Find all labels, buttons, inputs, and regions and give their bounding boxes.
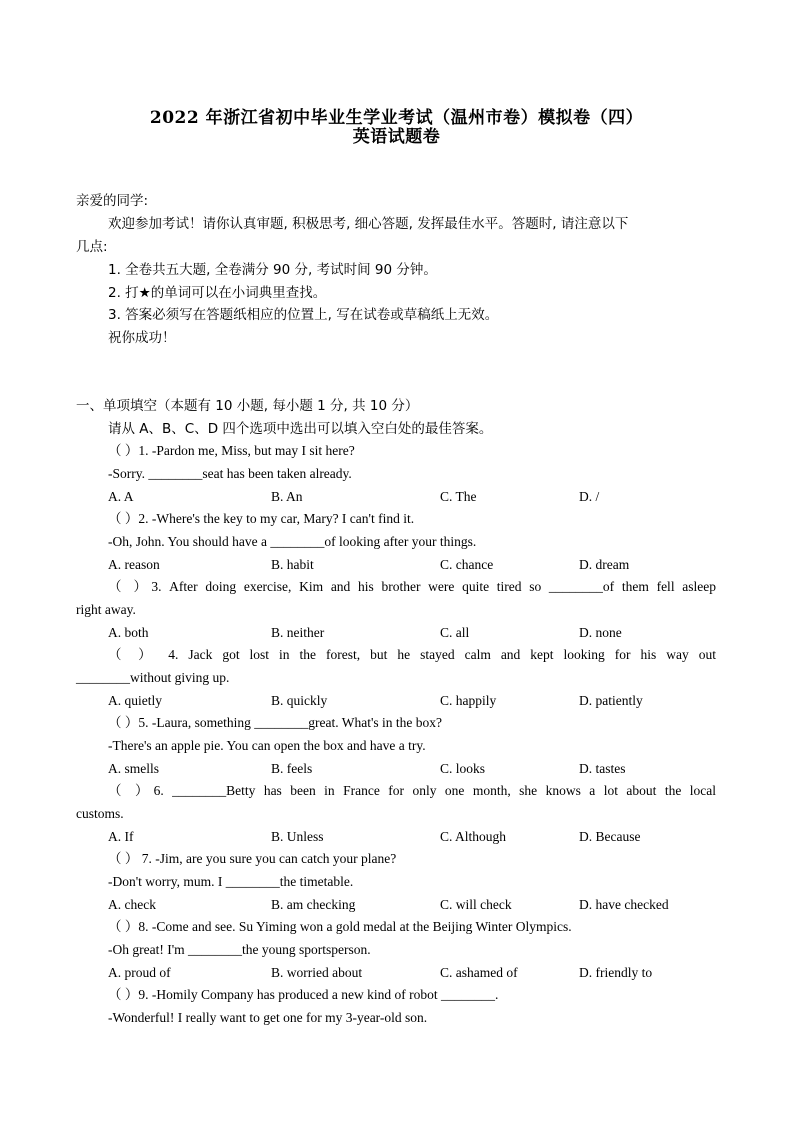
q8-option-a: A. proud of xyxy=(108,965,171,980)
question-1-line-2: -Sorry. ________seat has been taken already. xyxy=(108,466,352,481)
question-3: （ ）3. After doing exercise, Kim and his brother were quite tired so ________of them fell asleep xyxy=(108,579,716,594)
q2-option-d: D. dream xyxy=(579,557,630,572)
question-7: （ ） 7. -Jim, are you sure you can catch your plane? xyxy=(108,851,397,866)
question-6: （ ）6. ________Betty has been in France for only one month, she knows a lot about the local xyxy=(108,783,716,798)
question-3-line-2: right away. xyxy=(76,602,136,617)
question-4-line-2: ________without giving up. xyxy=(76,670,230,685)
q5-option-d: D. tastes xyxy=(579,761,626,776)
q6-option-a: A. If xyxy=(108,829,134,844)
section-instruction: 请从 A、B、C、D 四个选项中选出可以填入空白处的最佳答案。 xyxy=(108,421,493,437)
q6-option-b: B. Unless xyxy=(271,829,324,844)
question-9-line-2: -Wonderful! I really want to get one for my 3-year-old son. xyxy=(108,1010,428,1025)
q4-option-d: D. patiently xyxy=(579,693,643,708)
q1-option-b: B. An xyxy=(271,489,303,504)
question-9: （ ）9. -Homily Company has produced a new kind of robot ________. xyxy=(108,987,499,1002)
q2-option-b: B. habit xyxy=(271,557,314,572)
q6-option-c: C. Although xyxy=(440,829,507,844)
rule-1: 1. 全卷共五大题, 全卷满分 90 分, 考试时间 90 分钟。 xyxy=(108,262,437,278)
q8-option-d: D. friendly to xyxy=(579,965,653,980)
question-7-line-2: -Don't worry, mum. I ________the timetable. xyxy=(108,874,354,889)
question-2-line-2: -Oh, John. You should have a ________of looking after your things. xyxy=(108,534,477,549)
exam-subtitle: 英语试题卷 xyxy=(352,127,441,147)
question-5-line-2: -There's an apple pie. You can open the box and have a try. xyxy=(108,738,426,753)
q6-option-d: D. Because xyxy=(579,829,641,844)
q1-option-c: C. The xyxy=(440,489,477,504)
q5-option-b: B. feels xyxy=(271,761,313,776)
q2-option-a: A. reason xyxy=(108,557,160,572)
welcome-line-2: 几点: xyxy=(76,239,108,255)
q8-option-b: B. worried about xyxy=(271,965,363,980)
q3-option-c: C. all xyxy=(440,625,470,640)
q7-option-b: B. am checking xyxy=(271,897,356,912)
closing: 祝你成功！ xyxy=(108,330,176,346)
question-8: （ ）8. -Come and see. Su Yiming won a gold medal at the Beijing Winter Olympics. xyxy=(108,919,572,934)
greeting: 亲爱的同学: xyxy=(76,193,149,209)
q7-option-d: D. have checked xyxy=(579,897,669,912)
q5-option-c: C. looks xyxy=(440,761,486,776)
question-6-line-2: customs. xyxy=(76,806,124,821)
question-4: （ ） 4. Jack got lost in the forest, but he stayed calm and kept looking for his way out xyxy=(108,647,716,662)
rule-3: 3. 答案必须写在答题纸相应的位置上, 写在试卷或草稿纸上无效。 xyxy=(108,307,499,323)
welcome-line-1: 欢迎参加考试！请你认真审题, 积极思考, 细心答题, 发挥最佳水平。答题时, 请注意以下 xyxy=(108,216,629,232)
q5-option-a: A. smells xyxy=(108,761,160,776)
q3-option-a: A. both xyxy=(108,625,149,640)
q8-option-c: C. ashamed of xyxy=(440,965,518,980)
q4-option-a: A. quietly xyxy=(108,693,162,708)
q4-option-b: B. quickly xyxy=(271,693,328,708)
q7-option-a: A. check xyxy=(108,897,156,912)
rule-2: 2. 打★的单词可以在小词典里查找。 xyxy=(108,285,327,301)
q1-option-a: A. A xyxy=(108,489,134,504)
q1-option-d: D. / xyxy=(579,489,600,504)
question-8-line-2: -Oh great! I'm ________the young sportsperson. xyxy=(108,942,371,957)
q7-option-c: C. will check xyxy=(440,897,512,912)
q4-option-c: C. happily xyxy=(440,693,497,708)
question-2: （ ）2. -Where's the key to my car, Mary? I can't find it. xyxy=(108,511,415,526)
q2-option-c: C. chance xyxy=(440,557,494,572)
question-5: （ ）5. -Laura, something ________great. What's in the box? xyxy=(108,715,442,730)
section-heading: 一、单项填空（本题有 10 小题, 每小题 1 分, 共 10 分） xyxy=(76,398,419,414)
exam-title: 2022 年浙江省初中毕业生学业考试（温州市卷）模拟卷（四） xyxy=(149,108,644,128)
q3-option-b: B. neither xyxy=(271,625,325,640)
q3-option-d: D. none xyxy=(579,625,622,640)
question-1: （ ）1. -Pardon me, Miss, but may I sit here? xyxy=(108,443,355,458)
